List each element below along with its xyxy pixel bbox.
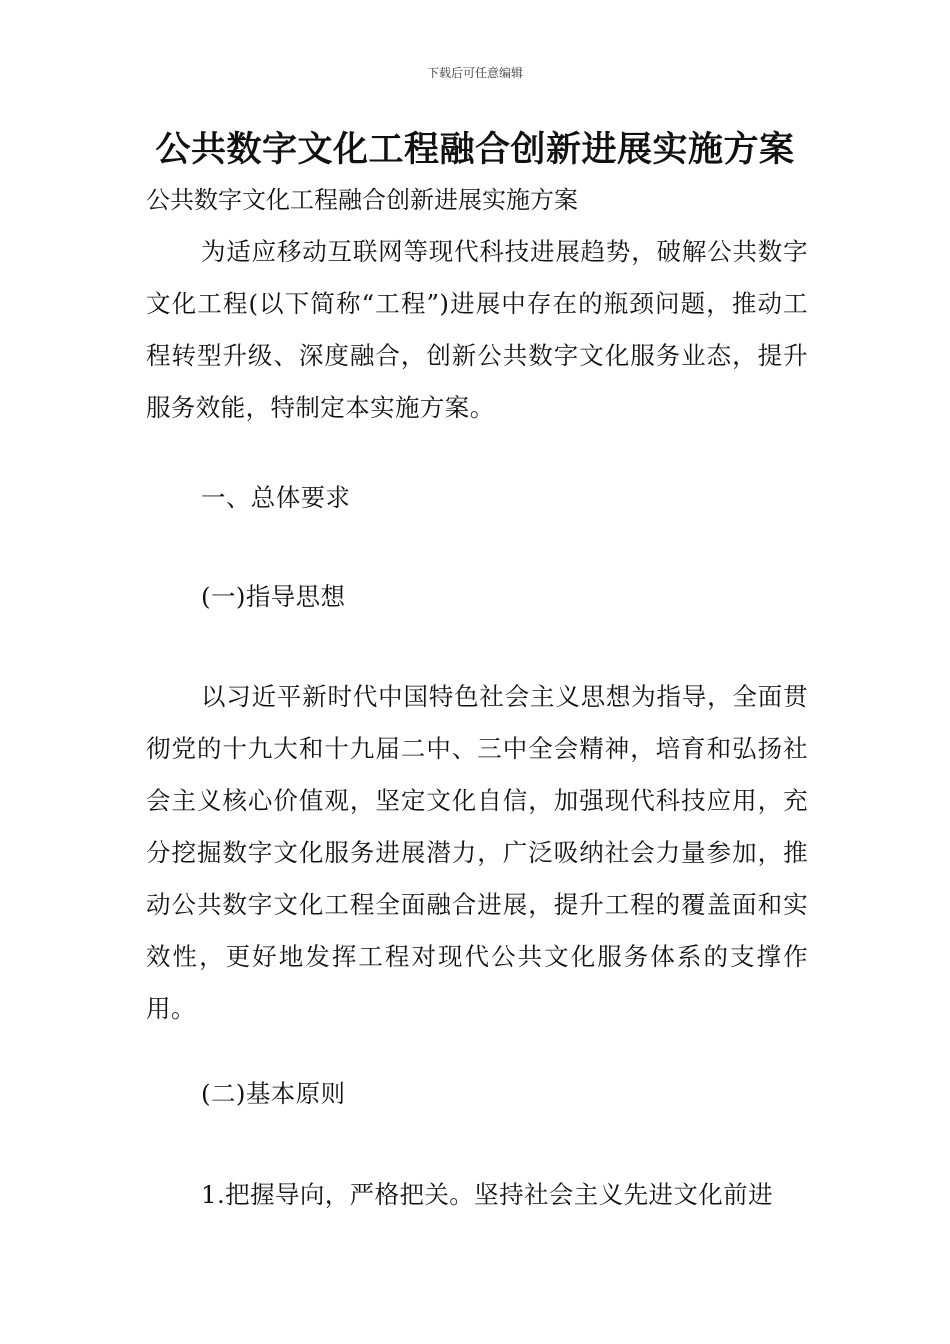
header-note: 下载后可任意编辑 — [426, 66, 523, 80]
document-title: 公共数字文化工程融合创新进展实施方案 — [155, 130, 795, 170]
principle-1-text: 1.把握导向，严格把关。坚持社会主义先进文化前进 — [201, 1180, 773, 1209]
subsection-heading-guiding-ideology: (一)指导思想 — [201, 582, 346, 611]
section-heading-general-requirements: 一、总体要求 — [201, 483, 351, 512]
intro-paragraph: 为适应移动互联网等现代科技进展趋势，破解公共数字文化工程(以下简称“工程”)进展中存在的瓶颈问题，推动工程转型升级、深度融合，创新公共数字文化服务业态，提升服务效能，特制定本实施方案。 — [146, 237, 808, 422]
document-subtitle: 公共数字文化工程融合创新进展实施方案 — [146, 186, 578, 214]
guiding-ideology-paragraph: 以习近平新时代中国特色社会主义思想为指导，全面贯彻党的十九大和十九届二中、三中全会精神，培育和弘扬社会主义核心价值观，坚定文化自信，加强现代科技应用，充分挖掘数字文化服务进展潜力，广泛吸纳社会力量参加，推动公共数字文化工程全面融合进展，提升工程的覆盖面和实效性，更好地发挥工程对现代公共文化服务体系的支撑作用。 — [146, 682, 808, 1023]
subsection-heading-basic-principles: (二)基本原则 — [201, 1079, 346, 1108]
